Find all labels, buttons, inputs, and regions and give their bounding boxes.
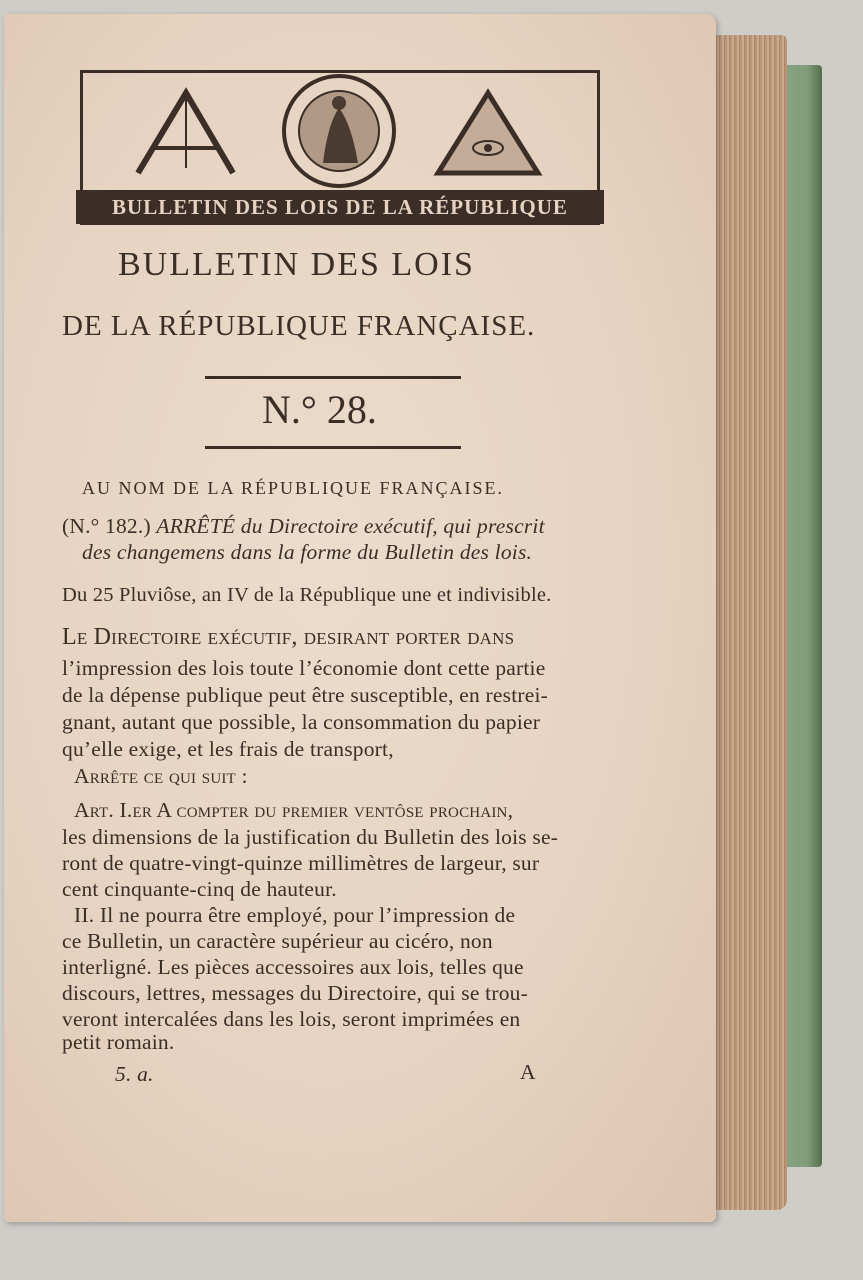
body-line: Art. I.er A compter du premier ventôse prochain,: [74, 798, 514, 822]
footer-signature: 5. a.: [115, 1062, 154, 1086]
divider-bottom: [205, 446, 461, 449]
eye-triangle-icon: [438, 93, 538, 173]
body-line: veront intercalées dans les lois, seront imprimées en: [62, 1007, 521, 1031]
body-line: qu’elle exige, et les frais de transport,: [62, 737, 394, 761]
body-line: l’impression des lois toute l’économie dont cette partie: [62, 656, 546, 680]
footer-signature-mark: A: [520, 1060, 536, 1084]
body-line: petit romain.: [62, 1030, 175, 1054]
body-line: ront de quatre-vingt-quinze millimètres de largeur, sur: [62, 851, 540, 875]
issue-number: N.° 28.: [262, 387, 377, 432]
body-line: ce Bulletin, un caractère supérieur au cicéro, non: [62, 929, 493, 953]
title-line-2: DE LA RÉPUBLIQUE FRANÇAISE.: [62, 310, 536, 342]
vignette-emblems: [83, 73, 597, 193]
seal-icon: [284, 76, 394, 186]
body-line: les dimensions de la justification du Bulletin des lois se-: [62, 825, 559, 849]
body-line: interligné. Les pièces accessoires aux lois, telles que: [62, 955, 524, 979]
decree-number: (N.° 182.): [62, 514, 151, 538]
decree-title-line-2: des changemens dans la forme du Bulletin des lois.: [82, 540, 533, 564]
vignette-banner: BULLETIN DES LOIS DE LA RÉPUBLIQUE: [76, 190, 604, 224]
body-line: discours, lettres, messages du Directoire, qui se trou-: [62, 981, 528, 1005]
divider-top: [205, 376, 461, 379]
decree-date: Du 25 Pluviôse, an IV de la République une et indivisible.: [62, 584, 552, 606]
compass-triangle-icon: [138, 93, 233, 173]
body-line: cent cinquante-cinq de hauteur.: [62, 877, 337, 901]
decree-title-line-1: ARRÊTÉ du Directoire exécutif, qui prescrit: [156, 514, 545, 538]
decree-title: [62, 514, 545, 539]
body-line: de la dépense publique peut être susceptible, en restrei-: [62, 683, 549, 707]
body-line: gnant, autant que possible, la consommation du papier: [62, 710, 541, 734]
body-line: Arrête ce qui suit :: [74, 764, 248, 788]
title-line-1: BULLETIN DES LOIS: [118, 246, 475, 283]
body-line: II. Il ne pourra être employé, pour l’impression de: [74, 903, 516, 927]
invocation-heading: AU NOM DE LA RÉPUBLIQUE FRANÇAISE.: [82, 478, 505, 498]
body-line: Le Directoire exécutif, desirant porter dans: [62, 624, 515, 650]
